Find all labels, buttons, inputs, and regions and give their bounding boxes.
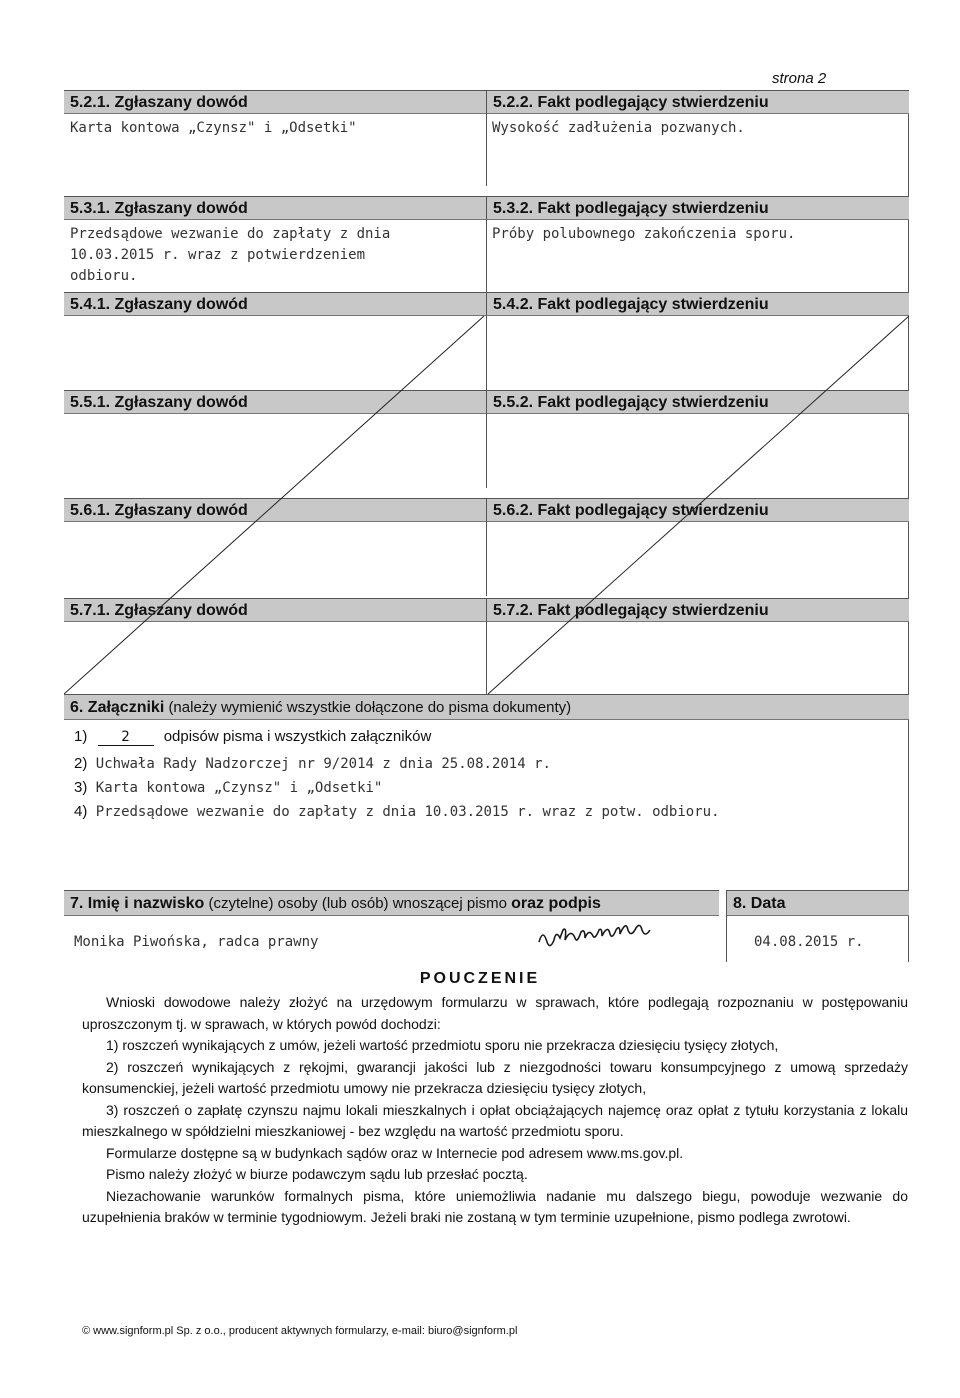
strike-line-right bbox=[488, 316, 909, 694]
attachment-number: 2) bbox=[74, 755, 88, 772]
attachments-title: 6. Załączniki bbox=[70, 699, 165, 716]
date-header bbox=[726, 890, 909, 916]
attachments-header bbox=[64, 694, 909, 720]
notice-point: 2) roszczeń wynikających z rękojmi, gwarancji jakości lub z niezgodności towaru konsumpcyjnego z umową sprzedaży konsumenckiej, jeżeli wartość przedmiotu umowy nie przekracza dziesięciu tysięcy złotych, bbox=[82, 1058, 908, 1096]
signature-section bbox=[64, 890, 909, 962]
notice-title: POUCZENIE bbox=[419, 970, 541, 987]
handwritten-signature bbox=[534, 920, 694, 956]
evidence-header: 5.4.1. Zgłaszany dowód bbox=[64, 292, 486, 316]
evidence-form bbox=[64, 90, 909, 962]
signature-date: 04.08.2015 r. bbox=[754, 934, 864, 950]
attachment-item bbox=[74, 779, 382, 796]
evidence-header: 5.5.1. Zgłaszany dowód bbox=[64, 390, 486, 414]
evidence-text-line: Przedsądowe wezwanie do zapłaty z dnia bbox=[70, 226, 391, 242]
fact-text-line: Próby polubownego zakończenia sporu. bbox=[492, 226, 796, 242]
attachment-text: Uchwała Rady Nadzorczej nr 9/2014 z dnia 25.08.2014 r. bbox=[95, 756, 551, 772]
notice-submit: Pismo należy złożyć w biurze podawczym sądu lub przesłać pocztą. bbox=[106, 1166, 528, 1182]
copies-count-field: 2 bbox=[98, 729, 154, 746]
date-divider bbox=[726, 916, 727, 962]
fact-header: 5.2.2. Fakt podlegający stwierdzeniu bbox=[486, 90, 909, 114]
fact-header: 5.7.2. Fakt podlegający stwierdzeniu bbox=[486, 598, 909, 622]
fact-header: 5.5.2. Fakt podlegający stwierdzeniu bbox=[486, 390, 909, 414]
attachment-text: Przedsądowe wezwanie do zapłaty z dnia 10.03.2015 r. wraz z potw. odbioru. bbox=[95, 804, 720, 820]
signer-name: Monika Piwońska, radca prawny bbox=[74, 934, 319, 950]
notice-intro: Wnioski dowodowe należy złożyć na urzędowym formularzu w sprawach, które podlegają rozpoznaniu w postępowaniu uproszczonym tj. w sprawach, w których powód dochodzi: bbox=[82, 994, 908, 1032]
notice-forms: Formularze dostępne są w budynkach sądów oraz w Internecie pod adresem www.ms.gov.pl. bbox=[106, 1144, 684, 1161]
fact-header: 5.3.2. Fakt podlegający stwierdzeniu bbox=[486, 196, 909, 220]
evidence-text-line: 10.03.2015 r. wraz z potwierdzeniem bbox=[70, 247, 366, 263]
signature-note: (czytelne) osoby (lub osób) wnoszącej pismo bbox=[208, 895, 507, 912]
signature-header bbox=[64, 890, 719, 916]
attachment-copies bbox=[74, 728, 431, 746]
notice-point: 1) roszczeń wynikających z umów, jeżeli wartość przedmiotu sporu nie przekracza dziesięciu tysięcy złotych, bbox=[106, 1037, 779, 1053]
fact-text-line: Wysokość zadłużenia pozwanych. bbox=[492, 120, 745, 136]
page-number: strona 2 bbox=[772, 70, 827, 87]
attachment-item bbox=[74, 755, 551, 772]
empty-section-strikes bbox=[64, 90, 909, 710]
strike-line-left bbox=[64, 316, 484, 694]
attachment-number: 3) bbox=[74, 779, 88, 796]
fact-header: 5.6.2. Fakt podlegający stwierdzeniu bbox=[486, 498, 909, 522]
attachments-note: (należy wymienić wszystkie dołączone do pisma dokumenty) bbox=[168, 699, 572, 716]
evidence-header: 5.2.1. Zgłaszany dowód bbox=[64, 90, 486, 114]
notice-point: 3) roszczeń o zapłatę czynszu najmu lokali mieszkalnych i opłat obciążających najemcę oraz opłat z tytułu korzystania z lokalu mieszkalnego w spółdzielni mieszkaniowej - bez względu na wartość przedmiotu sporu. bbox=[82, 1101, 908, 1139]
footer-copyright: © www.signform.pl Sp. z o.o., producent aktywnych formularzy, e-mail: biuro@signform.pl bbox=[82, 1325, 518, 1337]
notice-body bbox=[82, 992, 908, 1229]
fact-header: 5.4.2. Fakt podlegający stwierdzeniu bbox=[486, 292, 909, 316]
attachment-text: Karta kontowa „Czynsz" i „Odsetki" bbox=[95, 780, 383, 796]
evidence-text-line: Karta kontowa „Czynsz" i „Odsetki" bbox=[70, 120, 357, 136]
evidence-text-line: odbioru. bbox=[70, 268, 138, 284]
copies-text: odpisów pisma i wszystkich załączników bbox=[163, 728, 432, 745]
evidence-header: 5.6.1. Zgłaszany dowód bbox=[64, 498, 486, 522]
evidence-header: 5.7.1. Zgłaszany dowód bbox=[64, 598, 486, 622]
attachment-item bbox=[74, 803, 720, 820]
signature-title-2: oraz podpis bbox=[511, 895, 601, 912]
evidence-header: 5.3.1. Zgłaszany dowód bbox=[64, 196, 486, 220]
attachment-number: 1) bbox=[74, 728, 88, 745]
attachment-number: 4) bbox=[74, 803, 88, 820]
date-title: 8. Data bbox=[733, 895, 786, 912]
notice-consequence: Niezachowanie warunków formalnych pisma, które uniemożliwia nadanie mu dalszego biegu, powoduje wezwanie do uzupełnienia braków w terminie tygodniowym. Jeżeli braki nie zostaną w tym terminie uzupełnione, pismo podlega zwrotowi. bbox=[82, 1187, 908, 1225]
signature-title: 7. Imię i nazwisko bbox=[70, 895, 205, 912]
